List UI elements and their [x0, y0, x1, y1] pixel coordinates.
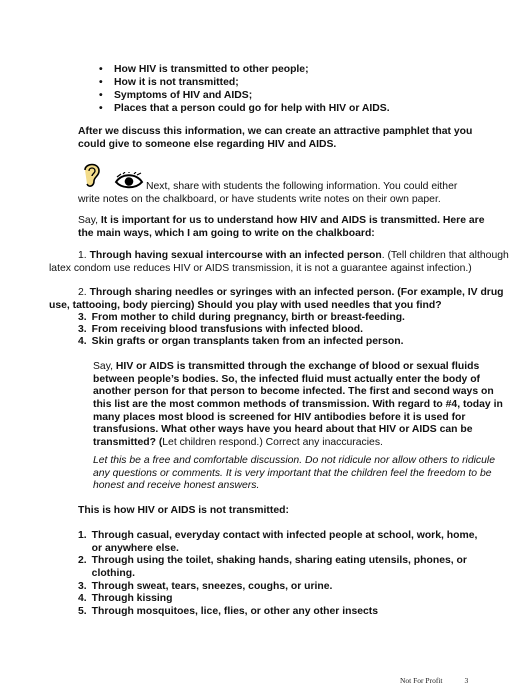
- page-number: 3: [464, 676, 469, 685]
- intro-bullet-list: [99, 64, 499, 116]
- list-item: 5. Through mosquitoes, lice, flies, or other any other insects: [78, 606, 379, 618]
- transmission-item-5: 4. Skin grafts or organ transplants taken from an infected person.: [78, 336, 404, 347]
- eye-icon: [114, 172, 144, 190]
- pamphlet-paragraph: After we discuss this information, we can create an attractive pamphlet that you could give to someone else regarding HIV and AIDS.: [78, 126, 473, 150]
- bullet-icon: •: [99, 90, 103, 101]
- not-transmitted-heading: This is how HIV or AIDS is not transmitted:: [78, 505, 289, 516]
- list-item: • Symptoms of HIV and AIDS;: [99, 90, 253, 101]
- list-item: 3. Through sweat, tears, sneezes, coughs, or urine.: [78, 580, 333, 592]
- transmission-item-1: 1. Through having sexual intercourse with an infected person. (Tell children that although latex condom use reduces HIV or AIDS transmission, it is not a guarantee against infection.): [49, 250, 509, 274]
- list-item: • How HIV is transmitted to other people;: [99, 64, 309, 75]
- footer-text: Not For Profit: [400, 676, 443, 685]
- transmission-item-4: 3. From receiving blood transfusions with infected blood.: [78, 324, 364, 335]
- list-item: • Places that a person could go for help with HIV or AIDS.: [99, 103, 390, 114]
- bullet-icon: •: [99, 103, 103, 114]
- not-transmitted-list: [78, 530, 478, 619]
- list-item: • How it is not transmitted;: [99, 77, 239, 88]
- list-item: 1. Through casual, everyday contact with infected people at school, work, home, or anywhere else.: [78, 530, 478, 554]
- transmission-item-2: 2. Through sharing needles or syringes with an infected person. (For example, IV drug use, tattooing, body piercing) Should you play with used needles that you find?: [49, 287, 504, 311]
- bullet-icon: •: [99, 77, 103, 88]
- page-footer: [400, 676, 468, 685]
- say-paragraph: Say, It is important for us to understand how HIV and AIDS is transmitted. Here are the main ways, which I am going to write on the chalkboard:: [78, 215, 485, 239]
- next-share-line1: Next, share with students the following information. You could either: [146, 181, 458, 192]
- transmission-item-3: 3. From mother to child during pregnancy, birth or breast-feeding.: [78, 312, 405, 323]
- say-transmission-paragraph: Say, HIV or AIDS is transmitted through the exchange of blood or sexual fluids between people’s bodies. So, the infected fluid must actually enter the body of another person for that person to become infected. The first and second ways on this list are the most common methods of transmission. With regard to #4, today in many places most blood is screened for HIV antibodies before it is used for transfusions. What other ways have you heard about that HIV or AIDS can be transmitted? (Let children respond.) Correct any inaccuracies.: [93, 361, 503, 449]
- list-item: 2. Through using the toilet, shaking hands, sharing eating utensils, phones, or clothing.: [78, 555, 467, 580]
- next-share-line2: write notes on the chalkboard, or have students write notes on their own paper.: [78, 194, 441, 205]
- discussion-note: Let this be a free and comfortable discussion. Do not ridicule nor allow others to ridicule any questions or comments. It is very important that the children feel the freedom to be honest and receive honest answers.: [93, 455, 495, 492]
- bullet-icon: •: [99, 64, 103, 75]
- ear-icon: [80, 160, 104, 190]
- list-item: 4. Through kissing: [78, 593, 173, 605]
